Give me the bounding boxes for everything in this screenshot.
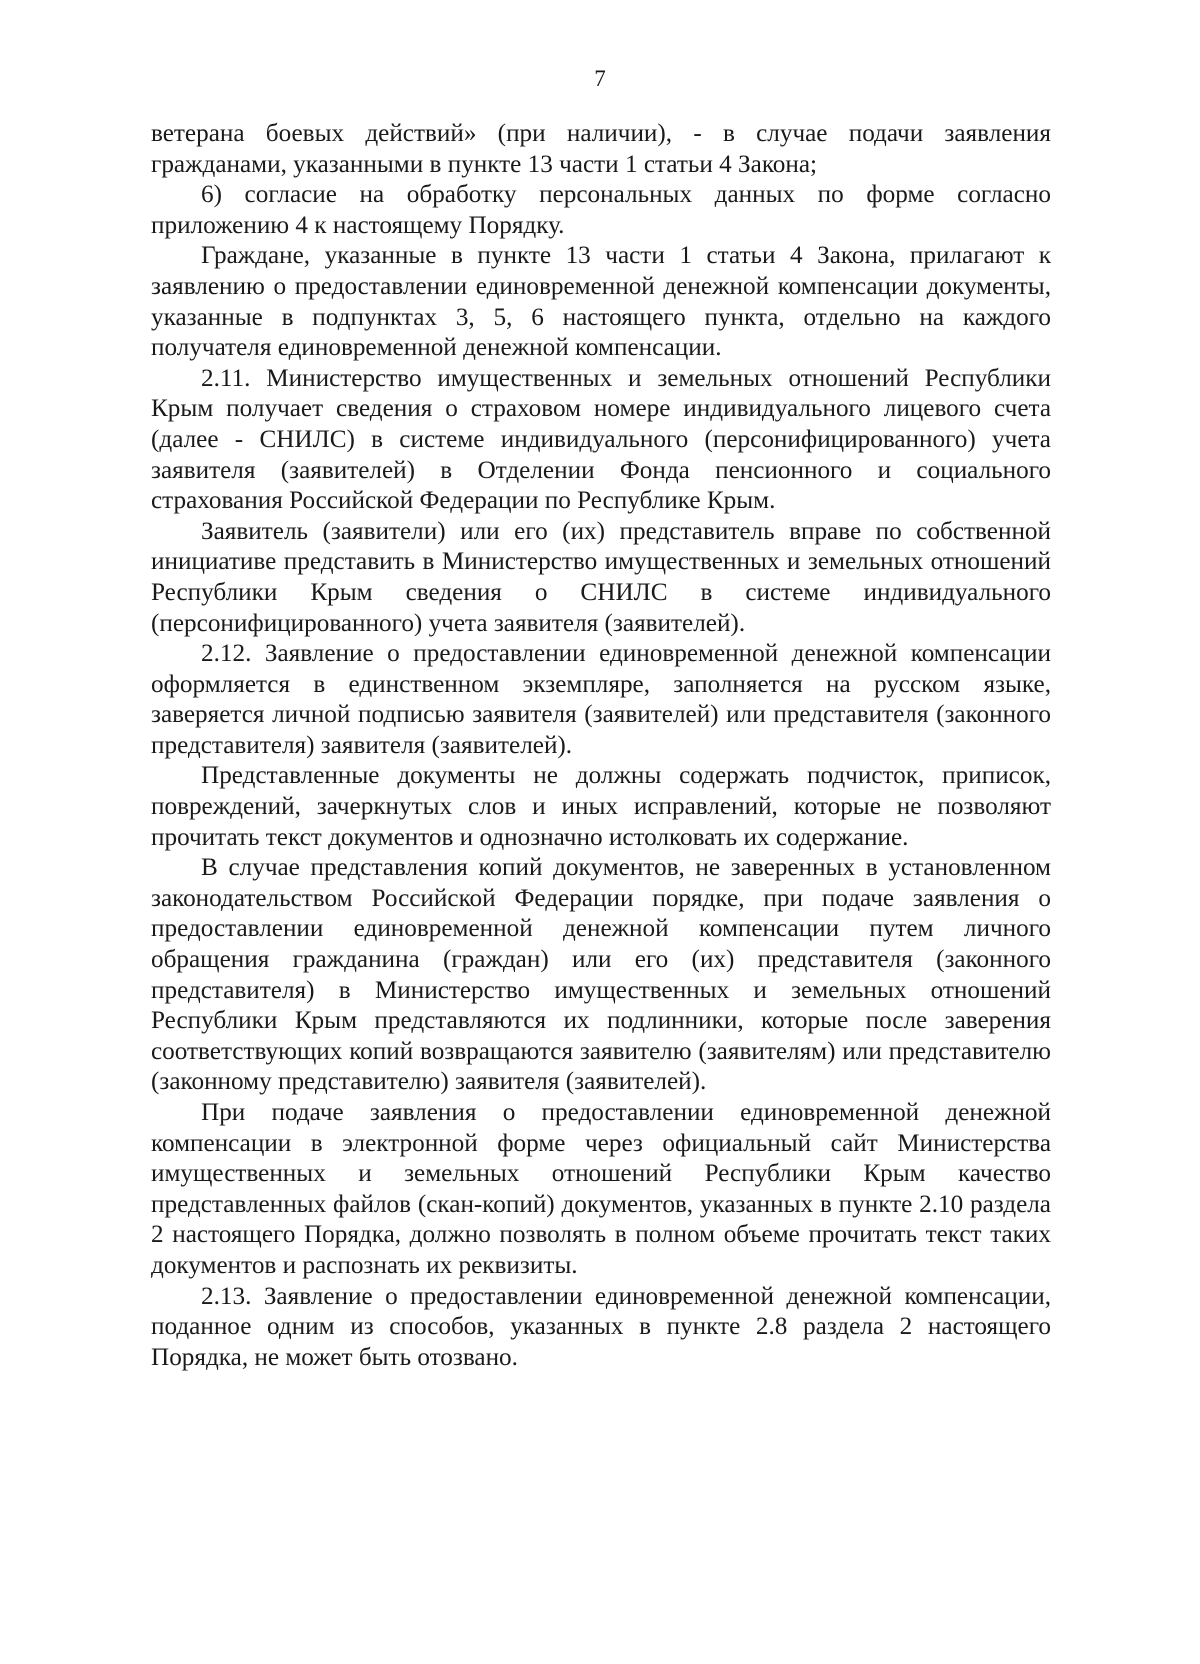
paragraph-applicant-initiative: Заявитель (заявители) или его (их) представитель вправе по собственной инициативе представить в Министерство имущественных и земельных отношений Республики Крым сведения о СНИЛС в системе индивидуального (персонифицированного) учета заявителя (заявителей).	[151, 517, 1051, 637]
paragraph-electronic-submission: При подаче заявления о предоставлении единовременной денежной компенсации в электронной форме через официальный сайт Министерства имущественных и земельных отношений Республики Крым качество представленных файлов (скан-копий) документов, указанных в пункте 2.10 раздела 2 настоящего Порядка, должно позволять в полном объеме прочитать текст таких документов и распознать их реквизиты.	[151, 1099, 1051, 1279]
document-body	[151, 119, 1051, 1373]
paragraph-2-11: 2.11. Министерство имущественных и земельных отношений Республики Крым получает сведения о страховом номере индивидуального лицевого счета (далее - СНИЛС) в системе индивидуального (персонифицированного) учета заявителя (заявителей) в Отделении Фонда пенсионного и социального страхования Российской Федерации по Республике Крым.	[151, 364, 1051, 515]
paragraph-copies-originals: В случае представления копий документов, не заверенных в установленном законодательством Российской Федерации порядке, при подаче заявления о предоставлении единовременной денежной компенсации путем личного обращения гражданина (граждан) или его (их) представителя (законного представителя) в Министерство имущественных и земельных отношений Республики Крым представляются их подлинники, которые после заверения соответствующих копий возвращаются заявителю (заявителям) или представителю (законному представителю) заявителя (заявителей).	[151, 854, 1051, 1096]
paragraph-continuation: ветерана боевых действий» (при наличии), - в случае подачи заявления гражданами, указанными в пункте 13 части 1 статьи 4 Закона;	[151, 120, 1051, 178]
paragraph-citizens-documents: Граждане, указанные в пункте 13 части 1 статьи 4 Закона, прилагают к заявлению о предоставлении единовременной денежной компенсации документы, указанные в подпунктах 3, 5, 6 настоящего пункта, отдельно на каждого получателя единовременной денежной компенсации.	[151, 242, 1051, 362]
paragraph-2-13: 2.13. Заявление о предоставлении единовременной денежной компенсации, поданное одним из способов, указанных в пункте 2.8 раздела 2 настоящего Порядка, не может быть отозвано.	[151, 1282, 1051, 1371]
paragraph-documents-requirements: Представленные документы не должны содержать подчисток, приписок, повреждений, зачеркнутых слов и иных исправлений, которые не позволяют прочитать текст документов и однозначно истолковать их содержание.	[151, 762, 1051, 851]
paragraph-item-6: 6) согласие на обработку персональных данных по форме согласно приложению 4 к настоящему Порядку.	[151, 181, 1051, 239]
paragraph-2-12: 2.12. Заявление о предоставлении единовременной денежной компенсации оформляется в единственном экземпляре, заполняется на русском языке, заверяется личной подписью заявителя (заявителей) или представителя (законного представителя) заявителя (заявителей).	[151, 640, 1051, 759]
page-number: 7	[594, 66, 606, 91]
